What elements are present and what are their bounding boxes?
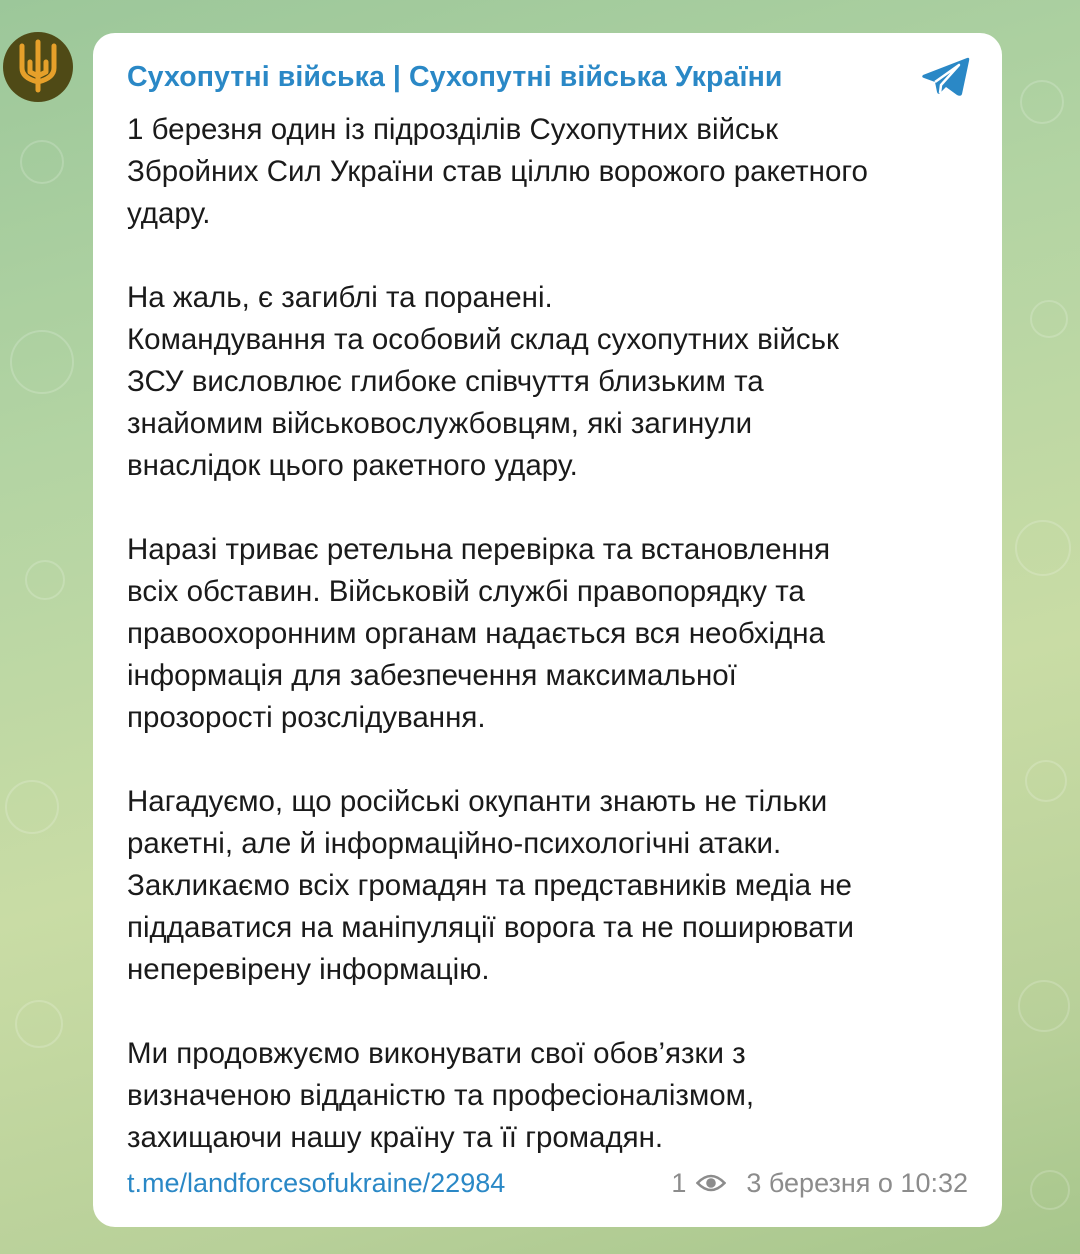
message-paragraph xyxy=(127,1033,968,1159)
eye-icon xyxy=(696,1172,726,1194)
message-line: Закликаємо всіх громадян та представників медіа не xyxy=(127,869,852,902)
message-line: ЗСУ висловлює глибоке співчуття близьким та xyxy=(127,365,764,398)
message-line: Збройних Сил України став ціллю ворожого ракетного xyxy=(127,155,868,188)
message-line: ракетні, але й інформаційно-психологічні атаки. xyxy=(127,827,782,860)
message-line: правоохоронним органам надається вся необхідна xyxy=(127,617,825,650)
message-meta xyxy=(671,1168,968,1199)
trident-emblem-icon xyxy=(16,38,60,96)
message-line: Наразі триває ретельна перевірка та встановлення xyxy=(127,533,831,566)
message-line: Ми продовжуємо виконувати свої обов’язки з xyxy=(127,1037,746,1070)
message-line: прозорості розслідування. xyxy=(127,701,486,734)
message-paragraph xyxy=(127,529,968,739)
message-line: удару. xyxy=(127,197,211,230)
message-header xyxy=(127,55,968,99)
message-timestamp: 3 березня о 10:32 xyxy=(746,1167,968,1198)
message-line: захищаючи нашу країну та її громадян. xyxy=(127,1121,664,1154)
message-line: інформація для забезпечення максимальної xyxy=(127,659,737,692)
message-line: піддаватися на маніпуляції ворога та не поширювати xyxy=(127,911,854,944)
message-line: 1 березня один із підрозділів Сухопутних військ xyxy=(127,113,779,146)
message-bubble xyxy=(93,33,1002,1227)
channel-name[interactable]: Сухопутні війська | Сухопутні війська України xyxy=(127,60,783,93)
message-line: Командування та особовий склад сухопутних військ xyxy=(127,323,839,356)
post-link[interactable]: t.me/landforcesofukraine/22984 xyxy=(127,1167,506,1198)
view-count: 1 xyxy=(671,1167,687,1198)
message-line: знайомим військовослужбовцям, які загинули xyxy=(127,407,753,440)
message-paragraph xyxy=(127,109,968,235)
message-paragraph xyxy=(127,277,968,487)
message-paragraph xyxy=(127,781,968,991)
message-line: внаслідок цього ракетного удару. xyxy=(127,449,578,482)
message-line: Нагадуємо, що російські окупанти знають не тільки xyxy=(127,785,828,818)
channel-avatar[interactable] xyxy=(3,32,73,102)
message-line: На жаль, є загиблі та поранені. xyxy=(127,281,553,314)
message-footer xyxy=(127,1166,968,1200)
message-text xyxy=(127,109,968,1159)
message-line: неперевірену інформацію. xyxy=(127,953,490,986)
message-line: всіх обставин. Військовій службі правопорядку та xyxy=(127,575,805,608)
telegram-share-icon[interactable] xyxy=(920,55,972,99)
message-line: визначеною відданістю та професіоналізмом, xyxy=(127,1079,755,1112)
